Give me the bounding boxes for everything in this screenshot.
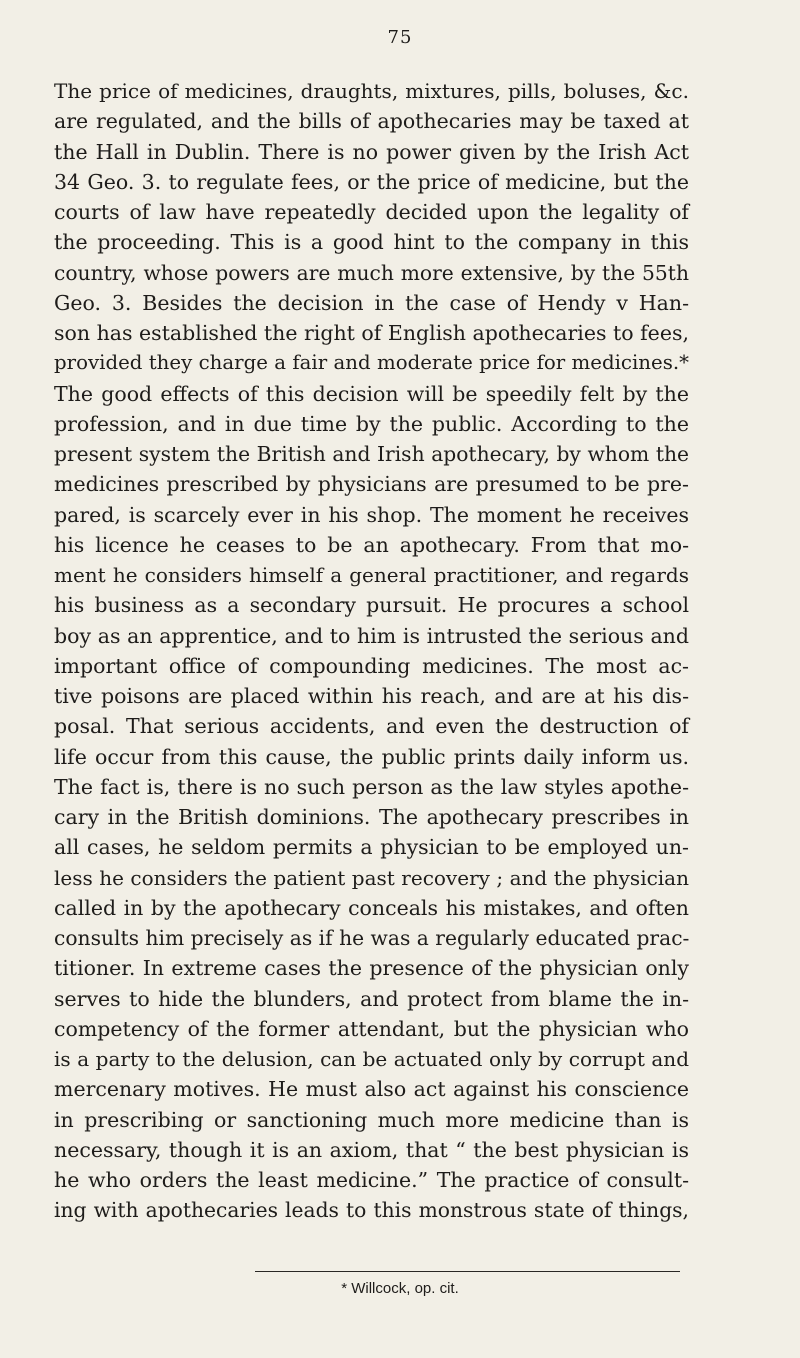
body-text — [54, 76, 689, 1226]
text-line-23: life occur from this cause, the public prints daily inform us. — [54, 744, 689, 769]
text-line-20: important office of compounding medicines. The most ac- — [54, 653, 689, 678]
text-line-4: 34 Geo. 3. to regulate fees, or the price of medicine, but the — [54, 169, 689, 194]
footnote: * Willcock, op. cit. — [341, 1280, 459, 1297]
text-line-34: mercenary motives. He must also act against his conscience — [54, 1077, 689, 1102]
text-line-35: in prescribing or sanctioning much more medicine than is — [54, 1107, 689, 1132]
text-line-29: consults him precisely as if he was a regularly educated prac- — [54, 926, 690, 950]
text-line-11: The good effects of this decision will be speedily felt by the — [54, 381, 689, 406]
text-line-33: is a party to the delusion, can be actuated only by corrupt and — [54, 1047, 689, 1071]
text-line-1: The price of medicines, draughts, mixtures, pills, boluses, &c. — [54, 79, 689, 103]
text-line-8: Geo. 3. Besides the decision in the case of Hendy v Han- — [54, 290, 689, 315]
text-line-12: profession, and in due time by the public. According to the — [54, 411, 689, 436]
text-line-25: cary in the British dominions. The apothecary prescribes in — [54, 805, 689, 829]
text-line-32: competency of the former attendant, but the physician who — [54, 1016, 689, 1041]
text-line-2: are regulated, and the bills of apothecaries may be taxed at — [54, 109, 689, 134]
text-line-13: present system the British and Irish apothecary, by whom the — [54, 442, 689, 466]
text-line-5: courts of law have repeatedly decided upon the legality of — [54, 200, 689, 224]
text-line-36: necessary, though it is an axiom, that “ the best physician is — [54, 1137, 689, 1162]
text-line-30: titioner. In extreme cases the presence of the physician only — [54, 956, 689, 981]
text-line-24: The fact is, there is no such person as the law styles apothe- — [54, 774, 689, 799]
text-line-26: all cases, he seldom permits a physician to be employed un- — [54, 835, 689, 860]
text-line-27: less he considers the patient past recovery ; and the physician — [54, 865, 689, 890]
text-line-31: serves to hide the blunders, and protect from blame the in- — [54, 986, 689, 1011]
text-line-17: ment he considers himself a general practitioner, and regards — [54, 563, 689, 587]
text-line-16: his licence he ceases to be an apothecary. From that mo- — [54, 532, 689, 557]
text-line-37: he who orders the least medicine.” The practice of consult- — [54, 1168, 689, 1192]
text-line-19: boy as an apprentice, and to him is intrusted the serious and — [54, 623, 689, 648]
text-line-18: his business as a secondary pursuit. He procures a school — [54, 593, 689, 618]
text-line-10: provided they charge a fair and moderate price for medicines.* — [54, 351, 689, 375]
footnote-rule — [255, 1271, 680, 1272]
text-line-22: posal. That serious accidents, and even the destruction of — [54, 714, 689, 739]
text-line-15: pared, is scarcely ever in his shop. The moment he receives — [54, 502, 689, 527]
text-line-3: the Hall in Dublin. There is no power given by the Irish Act — [54, 139, 689, 164]
text-line-21: tive poisons are placed within his reach, and are at his dis- — [54, 684, 689, 708]
text-line-7: country, whose powers are much more extensive, by the 55th — [54, 260, 689, 285]
text-line-28: called in by the apothecary conceals his mistakes, and often — [54, 895, 689, 920]
text-line-9: son has established the right of English apothecaries to fees, — [54, 321, 689, 345]
text-line-38: ing with apothecaries leads to this monstrous state of things, — [54, 1198, 689, 1223]
text-line-6: the proceeding. This is a good hint to the company in this — [54, 230, 689, 255]
text-line-14: medicines prescribed by physicians are presumed to be pre- — [54, 472, 689, 497]
page-number: 75 — [387, 27, 413, 48]
